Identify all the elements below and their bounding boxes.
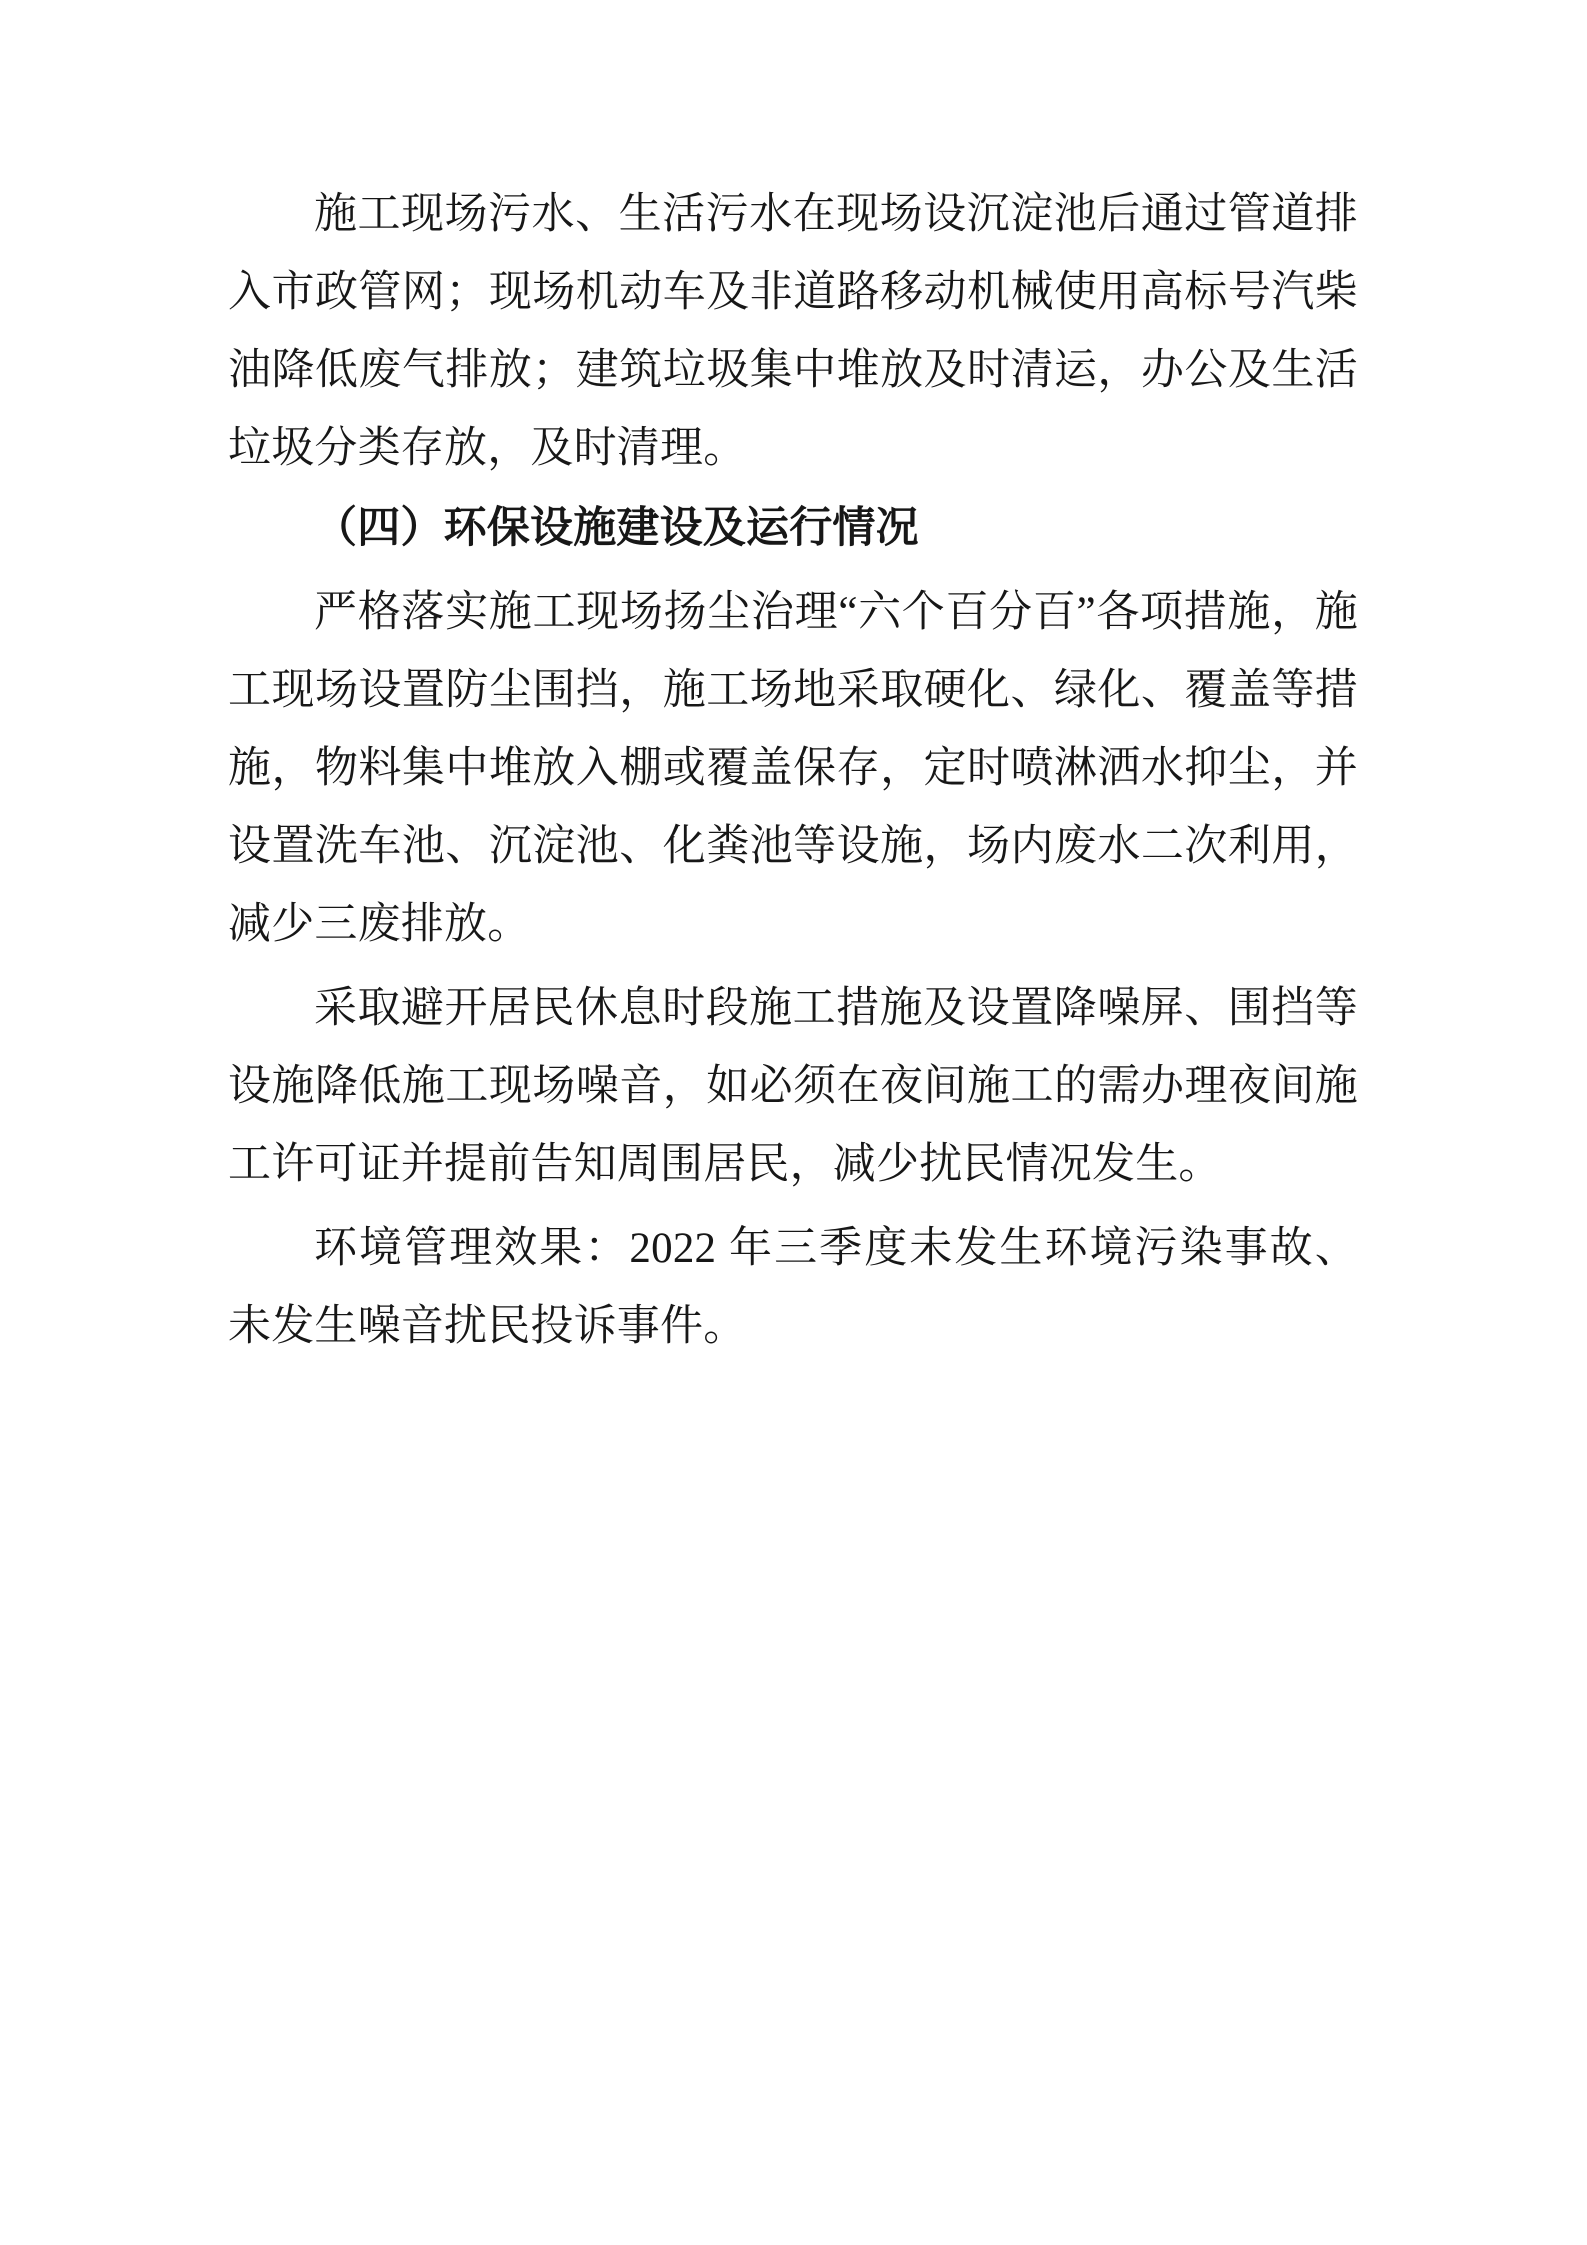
section-heading-four: （四）环保设施建设及运行情况 [314, 505, 919, 552]
paragraph-wastewater: 施工现场污水、生活污水在现场设沉淀池后通过管道排入市政管网；现场机动车及非道路移动机械使用高标号汽柴油降低废气排放；建筑垃圾集中堆放及时清运，办公及生活垃圾分类存放，及时清理。 [228, 191, 1358, 472]
document-body [228, 176, 1358, 1372]
paragraph-noise-control: 采取避开居民休息时段施工措施及设置降噪屏、围挡等设施降低施工现场噪音，如必须在夜间施工的需办理夜间施工许可证并提前告知周围居民，减少扰民情况发生。 [228, 985, 1358, 1188]
paragraph-dust-control: 严格落实施工现场扬尘治理“六个百分百”各项措施，施工现场设置防尘围挡，施工场地采取硬化、绿化、覆盖等措施，物料集中堆放入棚或覆盖保存，定时喷淋洒水抑尘，并设置洗车池、沉淀池、化粪池等设施，场内废水二次利用，减少三废排放。 [228, 589, 1358, 948]
paragraph-management-effect: 环境管理效果：2022 年三季度未发生环境污染事故、未发生噪音扰民投诉事件。 [228, 1225, 1358, 1350]
